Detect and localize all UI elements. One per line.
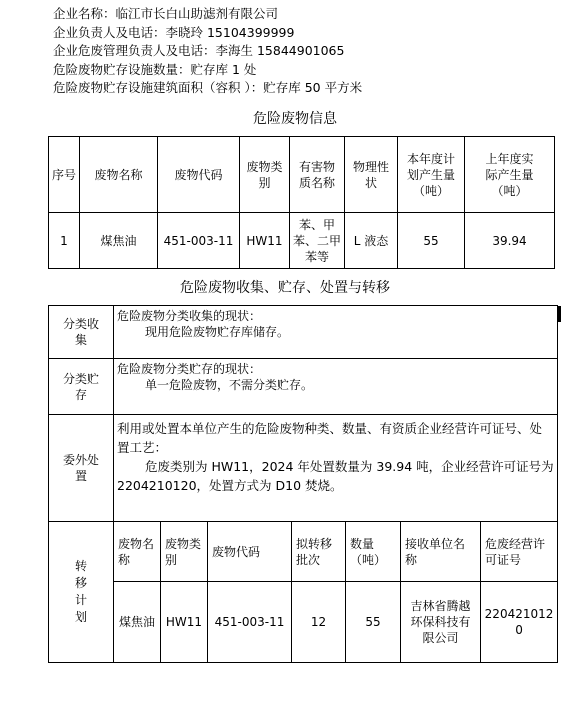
table-cell: L 液态 xyxy=(345,213,398,269)
table-cell: 煤焦油 xyxy=(114,582,161,663)
storage-count: 危险废物贮存设施数量：贮存库 1 处 xyxy=(53,61,257,77)
collection-heading: 危险废物分类收集的现状： xyxy=(117,309,262,323)
disposal-label: 委外处置 xyxy=(49,415,114,522)
collection-text: 现用危险废物贮存库储存。 xyxy=(145,325,290,339)
transfer-header-cell: 接收单位名称 xyxy=(401,522,481,582)
table-cell: 苯、甲苯、二甲苯等 xyxy=(290,213,345,269)
company-info xyxy=(53,5,362,98)
header-cell: 物理性状 xyxy=(345,137,398,213)
transfer-header-cell: 废物类别 xyxy=(161,522,208,582)
transfer-label: 转移计划 xyxy=(49,522,114,663)
disposal-content xyxy=(114,415,558,522)
collection-row xyxy=(49,306,558,359)
edge-mark xyxy=(558,306,561,322)
header-cell: 序号 xyxy=(49,137,80,213)
table-cell: 55 xyxy=(398,213,465,269)
header-cell: 有害物质名称 xyxy=(290,137,345,213)
table-cell: 55 xyxy=(346,582,401,663)
table-row xyxy=(49,582,558,663)
table-cell: 2204210120 xyxy=(481,582,558,663)
table-cell: HW11 xyxy=(161,582,208,663)
table-cell: 39.94 xyxy=(465,213,555,269)
company-name: 企业名称：临江市长白山助滤剂有限公司 xyxy=(53,6,279,21)
header-cell: 废物类别 xyxy=(240,137,290,213)
table-cell: 煤焦油 xyxy=(80,213,158,269)
waste-info-title: 危险废物信息 xyxy=(253,111,337,127)
header-cell: 废物代码 xyxy=(158,137,240,213)
hazard-manager: 企业危废管理负责人及电话：李海生 15844901065 xyxy=(53,43,345,58)
disposal-row xyxy=(49,415,558,522)
table-cell: 1 xyxy=(49,213,80,269)
disposal-heading: 利用或处置本单位产生的危险废物种类、数量、有资质企业经营许可证号、处置工艺： xyxy=(117,421,543,455)
transfer-header-row xyxy=(49,522,558,582)
transfer-header-cell: 数量（吨） xyxy=(346,522,401,582)
header-cell: 废物名称 xyxy=(80,137,158,213)
storage-area: 危险废物贮存设施建筑面积（容积 ）：贮存库 50 平方米 xyxy=(53,80,363,95)
table-cell: 451-003-11 xyxy=(208,582,292,663)
transfer-header-cell: 废物名称 xyxy=(114,522,161,582)
collection-content xyxy=(114,306,558,359)
management-table xyxy=(48,305,558,663)
contact-person: 企业负责人及电话：李晓玲 15104399999 xyxy=(53,24,295,40)
table-cell: 451-003-11 xyxy=(158,213,240,269)
transfer-header-cell: 拟转移批次 xyxy=(292,522,346,582)
transfer-header-cell: 危废经营许可证号 xyxy=(481,522,558,582)
storage-text: 单一危险废物，不需分类贮存。 xyxy=(145,378,314,392)
table-row xyxy=(49,213,555,269)
header-cell: 上年度实际产生量（吨） xyxy=(465,137,555,213)
storage-heading: 危险废物分类贮存的现状： xyxy=(117,362,262,376)
waste-info-table xyxy=(48,136,555,269)
management-title: 危险废物收集、贮存、处置与转移 xyxy=(180,280,390,296)
storage-row xyxy=(49,359,558,415)
table-cell: 吉林省腾越环保科技有限公司 xyxy=(401,582,481,663)
header-cell: 本年度计划产生量（吨） xyxy=(398,137,465,213)
disposal-text: 危废类别为 HW11，2024 年处置数量为 39.94 吨，企业经营许可证号为 2204210120，处置方式为 D10 焚烧。 xyxy=(117,459,554,493)
transfer-header-cell: 废物代码 xyxy=(208,522,292,582)
table-cell: 12 xyxy=(292,582,346,663)
waste-info-header-row xyxy=(49,137,555,213)
collection-label: 分类收集 xyxy=(49,306,114,359)
storage-content xyxy=(114,359,558,415)
table-cell: HW11 xyxy=(240,213,290,269)
storage-label: 分类贮存 xyxy=(49,359,114,415)
